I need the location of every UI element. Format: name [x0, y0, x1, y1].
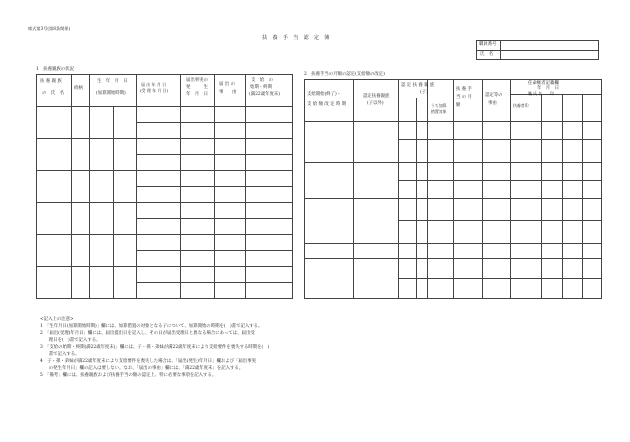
page-title: 扶 養 手 当 認 定 簿	[262, 35, 330, 41]
header-payment-2: 始期・終期	[250, 85, 272, 90]
header-count-2: (子以外)	[367, 101, 384, 106]
header-event-1: 届出事実の	[186, 78, 208, 83]
note-line: 5 「備考」欄には、扶養親族および扶養手当の額の認定上、特に必要な事項を記入する。	[40, 373, 217, 378]
staff-number-label: 職員番号	[479, 42, 497, 47]
note-line: 理日を( )書で記入する。	[40, 338, 101, 343]
header-payment-1: 支 給 の	[251, 78, 273, 83]
header-name-2: の 氏 名	[42, 91, 64, 96]
notes-heading: <記入上の注意>	[40, 317, 74, 322]
header-name-1: 扶 養 親 族	[40, 79, 62, 84]
header-birth-1: 生 年 月 日	[97, 79, 128, 84]
section1-heading: 1 扶養親族の状況	[36, 67, 74, 72]
header-reason2-1: 認定等の	[485, 93, 503, 98]
note-line: 1 「生年月日(加算開始時期)」欄には、加算措置の対象となる子について、加算開始の時期を( )書で記入する。	[40, 324, 263, 329]
header-children-2: (子)	[420, 90, 428, 95]
header-monthly-3: 額	[456, 103, 461, 108]
header-start-1: 支給開始(終了)・	[307, 92, 342, 97]
header-recognizer-2: 年 月 日	[537, 86, 559, 91]
note-line: 2 「届出(受理)年月日」欄には、届出提出日を記入し、その日が届出受理日と異なる場合にあっては、届出受	[40, 331, 255, 336]
header-reason2-2: 事由	[488, 101, 497, 106]
header-addition-1: うち加算	[431, 103, 447, 108]
header-filed-2: (受 理 年 月 日)	[140, 88, 169, 93]
header-payment-3: (満22歳年度末)	[249, 92, 280, 97]
header-event-2: 発 生	[186, 85, 208, 90]
header-children-1: 認 定 扶 養 親 族	[401, 83, 435, 88]
header-start-2: 支 給 額 改 定 時 期	[307, 102, 347, 107]
header-reason-1: 届 出 の	[219, 82, 235, 87]
header-relation: 続柄	[74, 86, 83, 91]
staff-number-field[interactable]	[501, 41, 598, 49]
section2-heading: 2 扶養手当の月額の認定(支給額の改定)	[304, 72, 385, 77]
header-addition-2: 措置対象	[431, 109, 447, 114]
note-line: 3 「支給の始期・終期(満22歳年度末)」欄には、子・孫・弟妹が満22歳年度末により支給要件を喪失する時期を( )	[40, 345, 270, 350]
note-line: 書で記入する。	[40, 352, 80, 357]
header-event-3: 年 月 日	[186, 92, 208, 97]
header-filed-1: 届 出 年 月 日	[141, 82, 167, 87]
staff-name-field[interactable]	[501, 51, 598, 59]
header-reason-2: 事 由	[219, 90, 237, 95]
note-line: 4 子・孫・弟妹が満22歳年度末により支給要件を喪失した場合は、「届出(発生)年月日」欄および「届出事実	[40, 359, 256, 364]
note-line: の発生年月日」欄の記入は要しない。なお、「届出の事由」欄には、「満22歳年度末」を記入する。	[40, 366, 244, 371]
header-monthly-1: 扶 養 手	[456, 87, 472, 92]
header-monthly-2: 当 の 月	[456, 95, 472, 100]
header-recognizer-1: 任命権者記載欄	[528, 81, 559, 86]
form-label: 様式第3号(第8条関係)	[28, 26, 71, 31]
header-birth-2: (加算開始時期)	[96, 91, 126, 96]
header-unit: 扶養者印	[513, 103, 529, 108]
staff-name-label: 氏 名	[480, 52, 494, 57]
header-count-1: 認定扶養親族	[363, 94, 390, 99]
header-recognizer-3: 職 氏 名 印	[528, 91, 554, 96]
